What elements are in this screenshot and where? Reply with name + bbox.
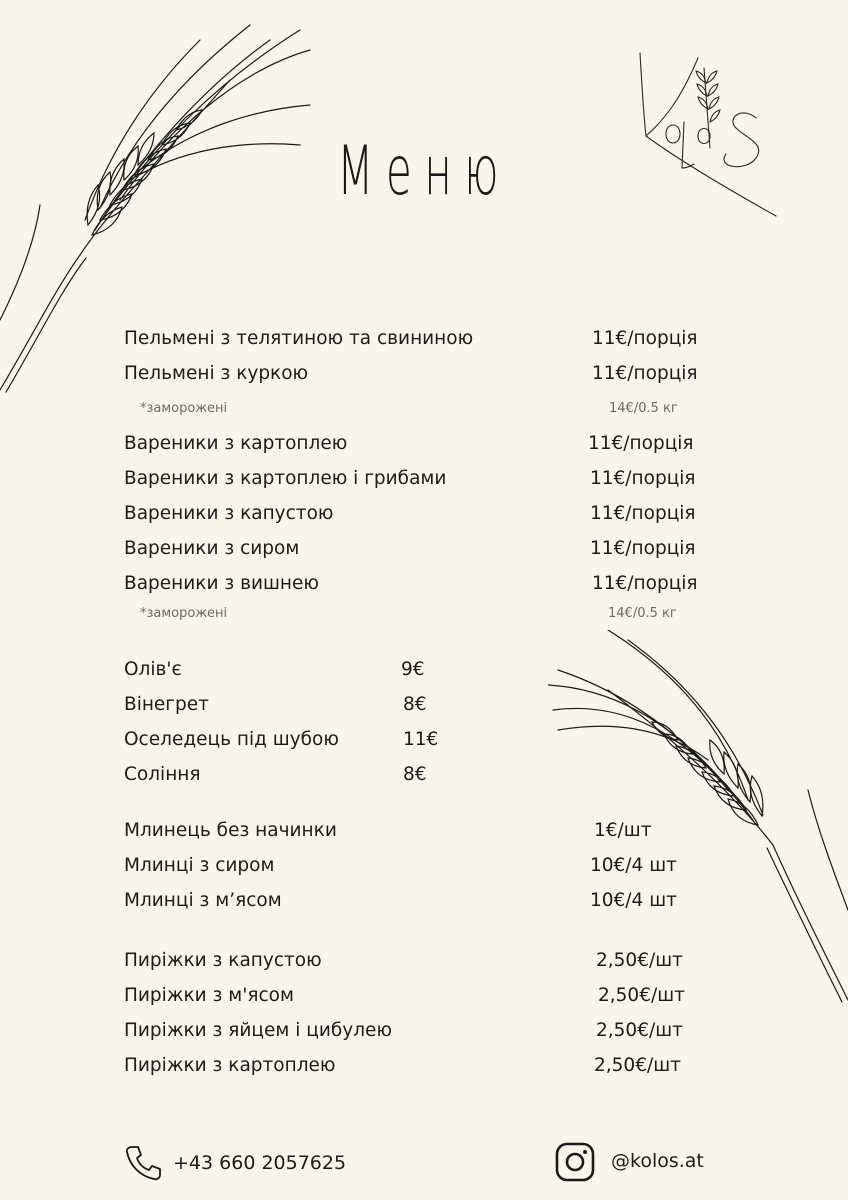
page-title: Меню — [337, 132, 511, 211]
menu-item-name: Пиріжки з капустою — [124, 950, 322, 971]
phone-number[interactable]: +43 660 2057625 — [173, 1152, 347, 1174]
menu-item-name: Млинці з м’ясом — [124, 890, 282, 911]
menu-item-name: Вареники з вишнею — [124, 573, 319, 594]
menu-item-price: 11€/порція — [592, 363, 698, 384]
menu-item-name: Вареники з картоплею і грибами — [124, 468, 447, 489]
menu-item-price: 2,50€/шт — [596, 1020, 683, 1041]
menu-item-name: Вареники з сиром — [124, 538, 300, 559]
menu-item-name: Соління — [124, 764, 201, 785]
menu-item-name: Пиріжки з м'ясом — [124, 985, 294, 1006]
menu-item-price: 11€/порція — [592, 328, 698, 349]
instagram-icon — [555, 1142, 595, 1182]
instagram-handle[interactable]: @kolos.at — [611, 1150, 704, 1172]
menu-item-price: 1€/шт — [594, 820, 652, 841]
menu-item-name: Пиріжки з яйцем і цибулею — [124, 1020, 393, 1041]
menu-item-name: Вінегрет — [124, 694, 209, 715]
menu-item-price: 11€/порція — [590, 538, 696, 559]
menu-item-name: Оселедець під шубою — [124, 729, 339, 750]
menu-item-name: Пельмені з куркою — [124, 363, 309, 384]
menu-item-price: 11€/порція — [592, 573, 698, 594]
menu-item-price: 11€/порція — [590, 503, 696, 524]
menu-item-name: Вареники з капустою — [124, 503, 334, 524]
menu-item-name: Вареники з картоплею — [124, 433, 348, 454]
menu-item-price: 11€/порція — [588, 433, 694, 454]
phone-icon — [124, 1144, 162, 1182]
menu-item-price: 2,50€/шт — [594, 1055, 681, 1076]
menu-item-price: 8€ — [403, 764, 427, 785]
menu-item-price: 2,50€/шт — [598, 985, 685, 1006]
frozen-note: *заморожені — [140, 606, 228, 621]
menu-item-name: Пельмені з телятиною та свининою — [124, 328, 474, 349]
menu-item-name: Олів'є — [124, 659, 182, 680]
menu-item-price: 11€ — [403, 729, 439, 750]
menu-item-price: 2,50€/шт — [596, 950, 683, 971]
menu-item-name: Млинець без начинки — [124, 820, 337, 841]
frozen-note: *заморожені — [140, 401, 228, 416]
menu-item-price: 9€ — [401, 659, 425, 680]
menu-item-price: 11€/порція — [590, 468, 696, 489]
menu-item-name: Пиріжки з картоплею — [124, 1055, 336, 1076]
frozen-note-price: 14€/0.5 кг — [609, 401, 678, 416]
menu-item-name: Млинці з сиром — [124, 855, 275, 876]
frozen-note-price: 14€/0.5 кг — [608, 606, 677, 621]
menu-item-price: 10€/4 шт — [590, 890, 677, 911]
wheat-illustration-bottom — [548, 630, 848, 1010]
menu-item-price: 10€/4 шт — [590, 855, 677, 876]
menu-item-price: 8€ — [403, 694, 427, 715]
